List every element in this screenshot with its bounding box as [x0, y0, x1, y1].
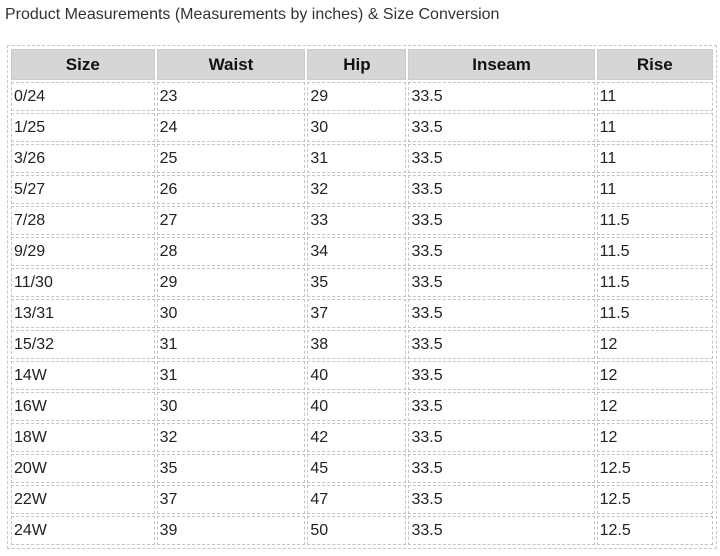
rise-cell: 11	[597, 144, 713, 173]
hip-cell: 34	[307, 237, 406, 266]
waist-cell: 31	[157, 330, 306, 359]
hip-cell: 29	[307, 82, 406, 111]
table-row	[11, 516, 713, 545]
rise-cell: 11	[597, 82, 713, 111]
rise-cell: 12	[597, 392, 713, 421]
waist-cell: 30	[157, 299, 306, 328]
table-row	[11, 485, 713, 514]
size-cell: 3/26	[11, 144, 155, 173]
waist-cell: 35	[157, 454, 306, 483]
rise-cell: 12.5	[597, 485, 713, 514]
inseam-cell: 33.5	[408, 175, 594, 204]
inseam-cell: 33.5	[408, 454, 594, 483]
rise-cell: 11.5	[597, 237, 713, 266]
hip-cell: 42	[307, 423, 406, 452]
table-row	[11, 144, 713, 173]
page-title: Product Measurements (Measurements by inches) & Size Conversion	[5, 6, 500, 23]
hip-cell: 38	[307, 330, 406, 359]
hip-cell: 32	[307, 175, 406, 204]
rise-cell: 11.5	[597, 206, 713, 235]
size-cell: 9/29	[11, 237, 155, 266]
size-cell: 15/32	[11, 330, 155, 359]
inseam-cell: 33.5	[408, 485, 594, 514]
waist-cell: 39	[157, 516, 306, 545]
inseam-cell: 33.5	[408, 392, 594, 421]
hip-cell: 50	[307, 516, 406, 545]
table-row	[11, 392, 713, 421]
hip-cell: 45	[307, 454, 406, 483]
hip-cell: 40	[307, 392, 406, 421]
inseam-cell: 33.5	[408, 113, 594, 142]
inseam-cell: 33.5	[408, 299, 594, 328]
rise-cell: 11	[597, 175, 713, 204]
inseam-cell: 33.5	[408, 82, 594, 111]
hip-cell: 33	[307, 206, 406, 235]
size-cell: 14W	[11, 361, 155, 390]
size-cell: 5/27	[11, 175, 155, 204]
waist-cell: 26	[157, 175, 306, 204]
rise-cell: 11	[597, 113, 713, 142]
table-row	[11, 206, 713, 235]
rise-cell: 12	[597, 361, 713, 390]
hip-cell: 30	[307, 113, 406, 142]
rise-cell: 12	[597, 423, 713, 452]
size-table-container	[7, 45, 717, 549]
inseam-cell: 33.5	[408, 268, 594, 297]
table-row	[11, 113, 713, 142]
waist-cell: 31	[157, 361, 306, 390]
column-header-rise: Rise	[597, 49, 713, 80]
size-cell: 11/30	[11, 268, 155, 297]
size-cell: 1/25	[11, 113, 155, 142]
size-cell: 20W	[11, 454, 155, 483]
rise-cell: 12.5	[597, 454, 713, 483]
inseam-cell: 33.5	[408, 361, 594, 390]
inseam-cell: 33.5	[408, 206, 594, 235]
rise-cell: 11.5	[597, 299, 713, 328]
table-row	[11, 361, 713, 390]
inseam-cell: 33.5	[408, 330, 594, 359]
table-body	[11, 82, 713, 545]
table-row	[11, 299, 713, 328]
size-cell: 13/31	[11, 299, 155, 328]
waist-cell: 23	[157, 82, 306, 111]
size-cell: 22W	[11, 485, 155, 514]
size-cell: 0/24	[11, 82, 155, 111]
hip-cell: 47	[307, 485, 406, 514]
hip-cell: 35	[307, 268, 406, 297]
waist-cell: 29	[157, 268, 306, 297]
inseam-cell: 33.5	[408, 423, 594, 452]
waist-cell: 27	[157, 206, 306, 235]
size-cell: 24W	[11, 516, 155, 545]
inseam-cell: 33.5	[408, 237, 594, 266]
size-cell: 16W	[11, 392, 155, 421]
size-cell: 7/28	[11, 206, 155, 235]
inseam-cell: 33.5	[408, 144, 594, 173]
column-header-hip: Hip	[307, 49, 406, 80]
waist-cell: 25	[157, 144, 306, 173]
table-row	[11, 175, 713, 204]
table-row	[11, 330, 713, 359]
column-header-inseam: Inseam	[408, 49, 594, 80]
rise-cell: 12.5	[597, 516, 713, 545]
size-cell: 18W	[11, 423, 155, 452]
column-header-size: Size	[11, 49, 155, 80]
rise-cell: 11.5	[597, 268, 713, 297]
table-row	[11, 423, 713, 452]
size-conversion-table	[9, 47, 715, 547]
waist-cell: 24	[157, 113, 306, 142]
table-row	[11, 454, 713, 483]
column-header-waist: Waist	[157, 49, 306, 80]
waist-cell: 28	[157, 237, 306, 266]
rise-cell: 12	[597, 330, 713, 359]
waist-cell: 32	[157, 423, 306, 452]
table-row	[11, 237, 713, 266]
header-row	[11, 49, 713, 80]
hip-cell: 40	[307, 361, 406, 390]
hip-cell: 37	[307, 299, 406, 328]
inseam-cell: 33.5	[408, 516, 594, 545]
table-row	[11, 82, 713, 111]
waist-cell: 37	[157, 485, 306, 514]
waist-cell: 30	[157, 392, 306, 421]
hip-cell: 31	[307, 144, 406, 173]
table-row	[11, 268, 713, 297]
